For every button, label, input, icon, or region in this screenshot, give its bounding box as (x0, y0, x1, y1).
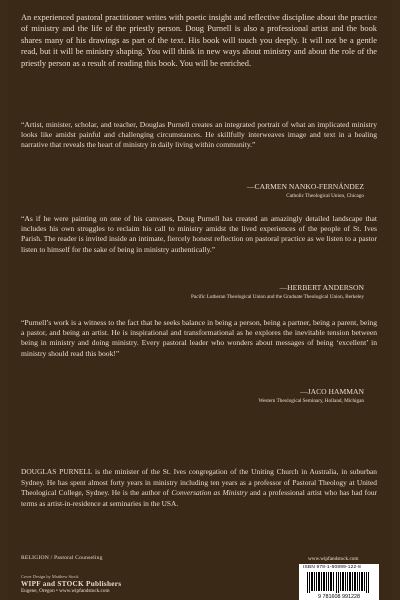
isbn-barcode (299, 564, 379, 600)
author-bio-text-2: and a professional artist who has had four terms as artist-in-residence at seminaries in the USA. (21, 488, 377, 508)
endorsement-quote-1: “Artist, minister, scholar, and teacher, Douglas Purnell creates an integrated portrait of what an implicated ministry looks like amidst painful and challenging circumstances. He skillfully interweaves image and text in a healing narrative that reveals the heart of ministry in daily living within community.” (21, 120, 377, 150)
endorser-name-2: —HERBERT ANDERSON (279, 283, 364, 292)
endorsement-attribution-3 (259, 387, 364, 405)
cover-design-credit: Cover Design by Matthew Stock (21, 574, 79, 579)
endorsement-attribution-2 (191, 283, 364, 301)
intro-paragraph: An experienced pastoral practitioner writes with poetic insight and reflective discipline about the practice of ministry and the life of the priestly person. Doug Purnell is also a professional artist and the book shares many of his drawings as part of the text. His book will touch you deeply. It will not be a gentle read, but it will be ministry shaping. You will think in new ways about ministry and about the role of the priestly person as a result of reading this book. You will be enriched. (21, 13, 377, 68)
author-bio (21, 467, 377, 509)
book-category: RELIGION / Pastoral Counseling (21, 555, 103, 561)
publisher-url: www.wipfandstock.com (308, 556, 359, 562)
barcode-number: 9 781608 991228 (318, 594, 360, 599)
endorser-name-3: —JACO HAMMAN (300, 387, 364, 396)
endorsement-quote-3: “Purnell’s work is a witness to the fact that he seeks balance in being a person, being a partner, being a parent, being a pastor, and being an artist. He is inspirational and transformational as he explores the inevitable tension between being in ministry and doing ministry. Every pastoral leader who wonders about messages of being ‘excellent’ in ministry should read this book!” (21, 318, 377, 358)
isbn-label: ISBN 978-1-60899-122-8 (303, 565, 361, 570)
barcode-bars-icon (303, 572, 375, 599)
endorser-affiliation-3: Western Theological Seminary, Holland, Michigan (258, 398, 364, 404)
endorsement-attribution-1 (247, 182, 364, 200)
publisher-block (21, 581, 121, 595)
endorsement-quote-2: “As if he were painting on one of his canvases, Doug Purnell has created an amazingly detailed landscape that includes his own struggles to reclaim his call to ministry amidst the lived experiences of the people of St. Ives Parish. The reader is invited inside an intimate, fiercely honest reflection on pastoral practice as we listen to a pastor listen to himself for the sake of being in ministry authentically.” (21, 214, 377, 254)
author-book-title: Conversation as Ministry (171, 488, 248, 498)
author-bio-text-1: DOUGLAS PURNELL is the minister of the St. Ives congregation of the Uniting Church in Australia, in suburban Sydney. He has spent almost forty years in ministry including ten years as a professor of Pastoral Theology at United Theological College, Sydney. He is the author of (21, 467, 377, 498)
endorser-affiliation-2: Pacific Lutheran Theological Union and the Graduate Theological Union, Berkeley (191, 294, 364, 300)
endorser-name-1: —CARMEN NANKO-FERNÁNDEZ (246, 182, 364, 191)
publisher-location: Eugene, Oregon • www.wipfandstock.com (21, 588, 110, 594)
endorser-affiliation-1: Catholic Theological Union, Chicago (286, 193, 364, 199)
publisher-name: WIPF and STOCK Publishers (21, 580, 122, 588)
